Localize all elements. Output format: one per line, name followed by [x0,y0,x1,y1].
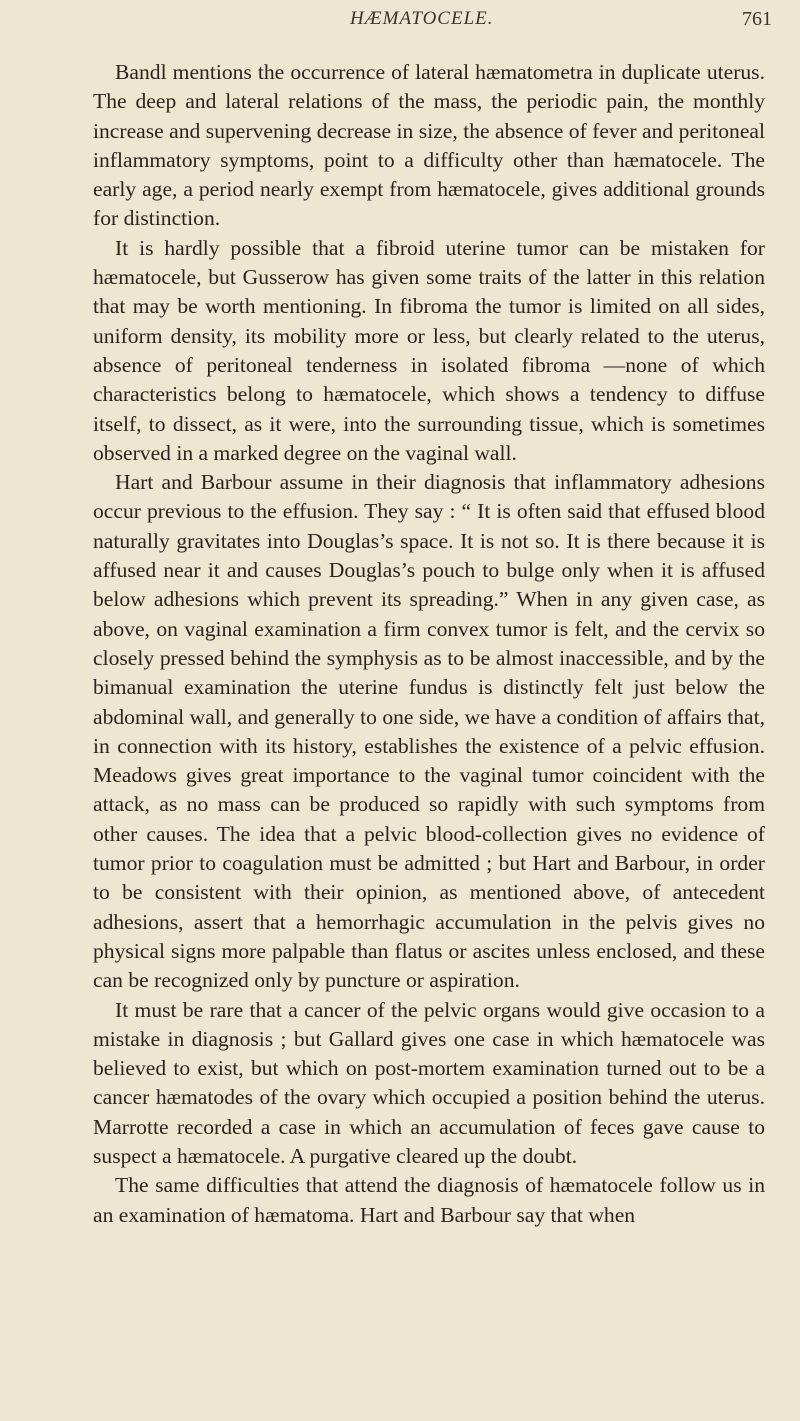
paragraph-cancer: It must be rare that a cancer of the pelvic organs would give occasion to a mistake in diagnosis ; but Gallard gives one case in which hæmatocele was believed to exist, but which on post-mortem examination turned out to be a cancer hæmatodes of the ovary which occupied a position behind the uterus. Marrotte recorded a case in which an accumulation of feces gave cause to suspect a hæmatocele. A purgative cleared up the doubt. [93,997,765,1168]
paragraph-hematometra: Bandl mentions the occurrence of lateral hæmatometra in duplicate uterus. The deep and lateral relations of the mass, the periodic pain, the monthly increase and supervening decrease in size, the absence of fever and peritoneal inflammatory symptoms, point to a difficulty other than hæmatocele. The early age, a period nearly exempt from hæmatocele, gives additional grounds for distinction. [93,60,765,231]
paragraph-fibroid-tumor: It is hardly possible that a fibroid uterine tumor can be mistaken for hæmatocele, but Gusserow has given some traits of the latter in this relation that may be worth mentioning. In fibroma the tumor is limited on all sides, uniform density, its mobility more or less, but clearly related to the uterus, absence of peritoneal tenderness in isolated fibroma —none of which characteristics belong to hæmatocele, which shows a tendency to diffuse itself, to dissect, as it were, into the surrounding tissue, which is sometimes observed in a marked degree on the vaginal wall. [93,235,765,465]
paragraph-haematoma: The same difficulties that attend the diagnosis of hæmatocele follow us in an examination of hæmatoma. Hart and Barbour say that when [93,1173,765,1227]
page-number: 761 [742,8,772,30]
body-text [93,58,765,1230]
paragraph-hart-barbour: Hart and Barbour assume in their diagnosis that inflammatory adhesions occur previous to the effusion. They say : “ It is often said that effused blood naturally gravitates into Douglas’s space. It is not so. It is there because it is affused near it and causes Douglas’s pouch to bulge only when it is affused below adhesions which prevent its spreading.” When in any given case, as above, on vaginal examination a firm convex tumor is felt, and the cervix so closely pressed behind the symphysis as to be almost inaccessible, and by the bimanual examination the uterine fundus is distinctly felt just below the abdominal wall, and generally to one side, we have a condition of affairs that, in connection with its history, establishes the existence of a pelvic effusion. Meadows gives great importance to the vaginal tumor coincident with the attack, as no mass can be produced so rapidly with such symptoms from other causes. The idea that a pelvic blood-collection gives no evidence of tumor prior to coagulation must be admitted ; but Hart and Barbour, in order to be consistent with their opinion, as mentioned above, of antecedent adhesions, assert that a hemorrhagic accumulation in the pelvis gives no physical signs more palpable than flatus or ascites unless enclosed, and these can be recognized only by puncture or aspiration. [93,470,765,993]
running-head: HÆMATOCELE. [350,8,494,29]
